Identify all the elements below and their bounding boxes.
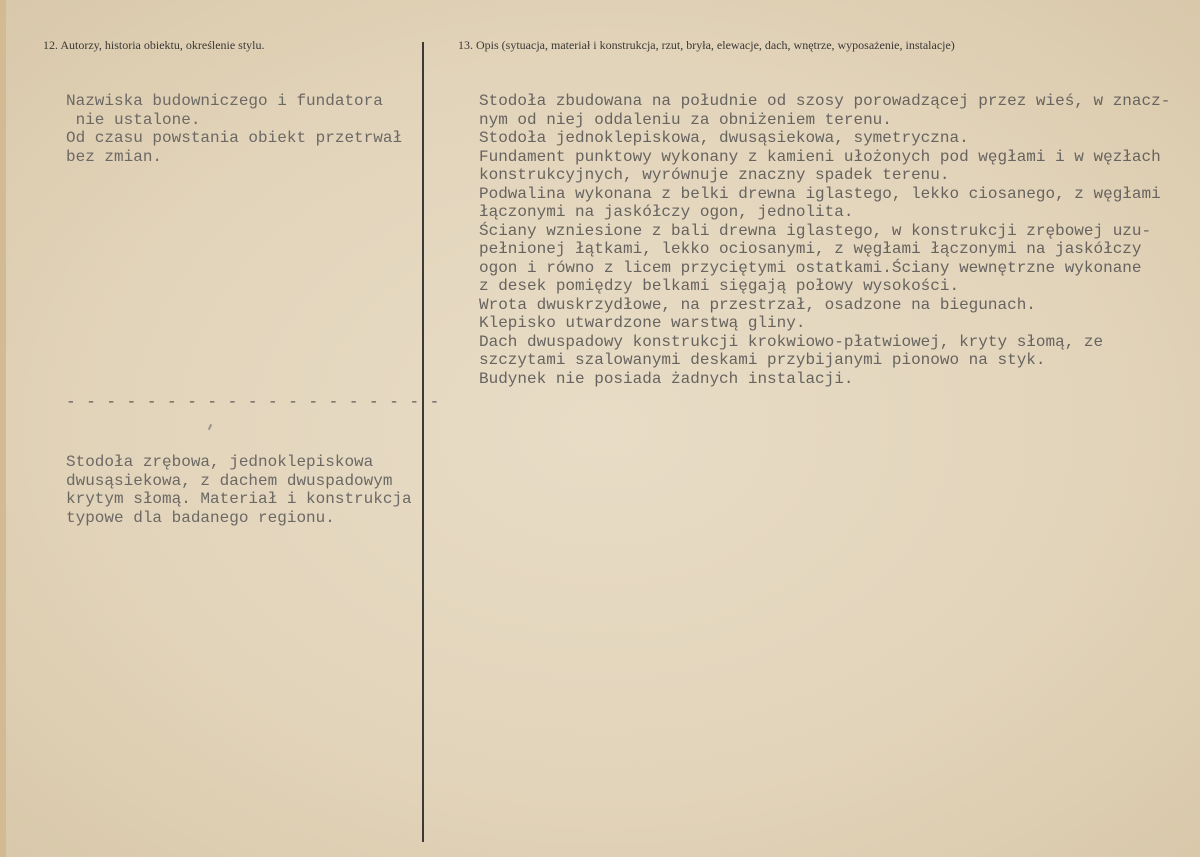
section-separator: - - - - - - - - - - - - - - - - - - -	[66, 393, 440, 411]
authors-history-text: Nazwiska budowniczego i fundatora nie ustalone. Od czasu powstania obiekt przetrwał bez zmian.	[66, 92, 403, 166]
style-definition-text: Stodoła zrębowa, jednoklepiskowa dwusąsiekowa, z dachem dwuspadowym krytym słomą. Materiał i konstrukcja typowe dla badanego regionu.	[66, 453, 412, 527]
header-description: 13. Opis (sytuacja, materiał i konstrukcja, rzut, bryła, elewacje, dach, wnętrze, wyposażenie, instalacje)	[458, 38, 955, 52]
header-authors-history-style: 12. Autorzy, historia obiektu, określenie stylu.	[43, 38, 265, 52]
paper-mark	[208, 424, 212, 430]
column-divider	[422, 42, 424, 842]
building-description-text: Stodoła zbudowana na południe od szosy porowadzącej przez wieś, w znacz- nym od niej oddaleniu za obniżeniem terenu. Stodoła jednoklepiskowa, dwusąsiekowa, symetryczna. Fundament punktowy wykonany z kamieni ułożonych pod węgłami i w węzłach konstrukcyjnych, wyrównuje znaczny spadek terenu. Podwalina wykonana z belki drewna iglastego, lekko ciosanego, z węgłami łączonymi na jaskółczy ogon, jednolita. Ściany wzniesione z bali drewna iglastego, w konstrukcji zrębowej uzu- pełnionej łątkami, lekko ociosanymi, z węgłami łączonymi na jaskółczy ogon i równo z licem przyciętymi ostatkami.Ściany wewnętrzne wykonane z desek pomiędzy belkami sięgają połowy wysokości. Wrota dwuskrzydłowe, na przestrzał, osadzone na biegunach. Klepisko utwardzone warstwą gliny. Dach dwuspadowy konstrukcji krokwiowo-płatwiowej, kryty słomą, ze szczytami szalowanymi deskami przybijanymi pionowo na styk. Budynek nie posiada żadnych instalacji.	[479, 92, 1171, 388]
